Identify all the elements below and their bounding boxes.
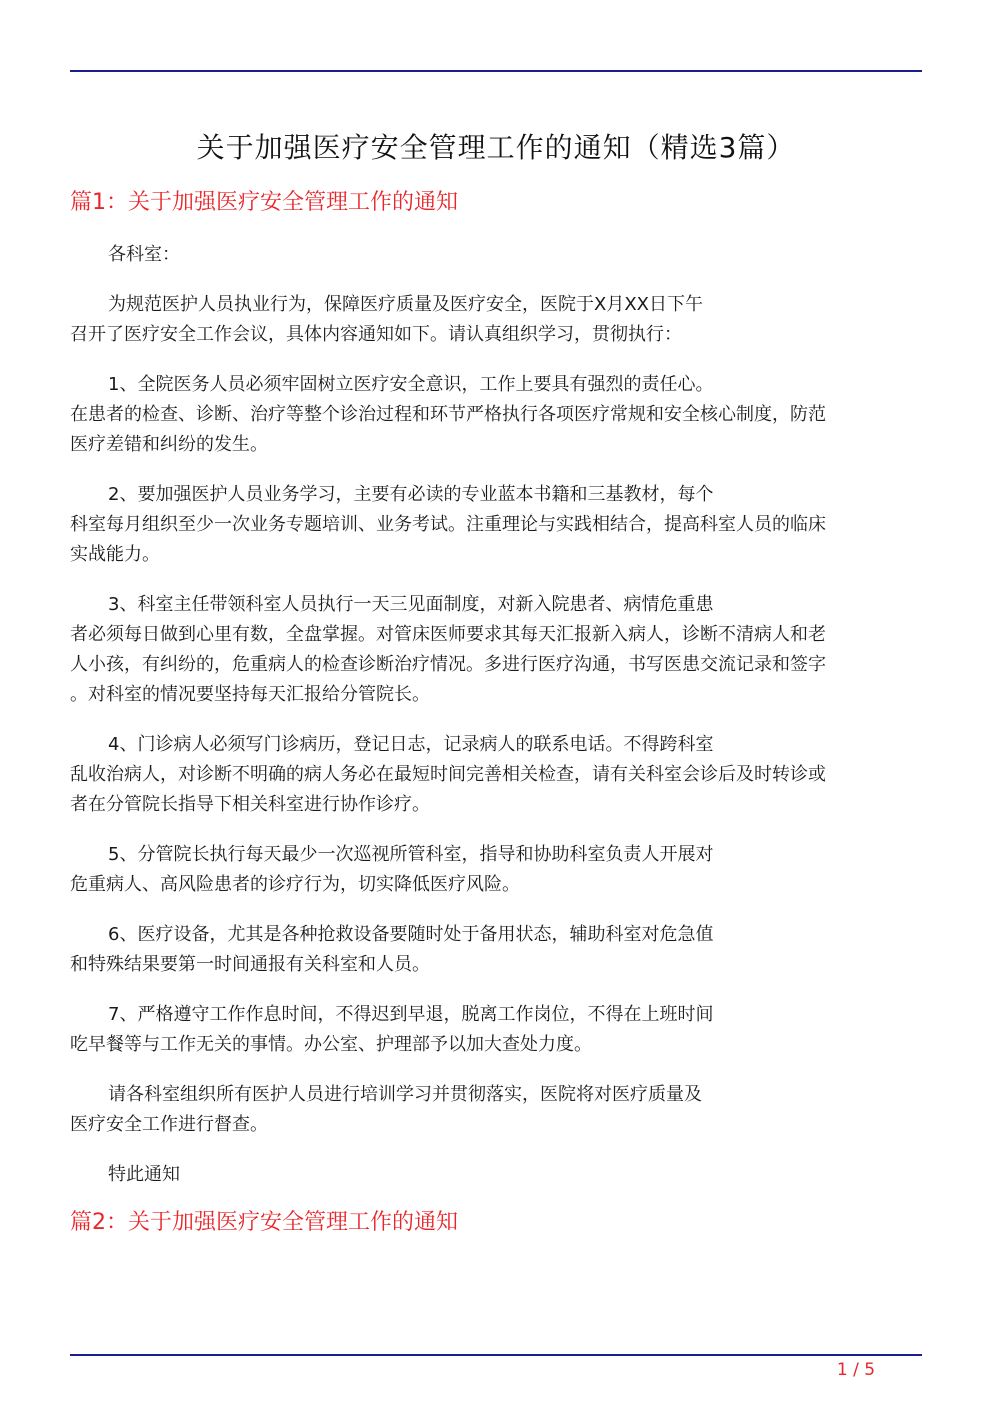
paragraph-line: 在患者的检查、诊断、治疗等整个诊治过程和环节严格执行各项医疗常规和安全核心制度，防范 [70, 404, 826, 425]
paragraph-item-5 [70, 840, 912, 900]
header-rule [70, 70, 922, 72]
paragraph-item-2 [70, 480, 912, 570]
paragraph-line: 。对科室的情况要坚持每天汇报给分管院长。 [70, 684, 430, 705]
paragraph-closing [70, 1080, 912, 1140]
paragraph-line: 者必须每日做到心里有数，全盘掌握。对管床医师要求其每天汇报新入病人，诊断不清病人和老 [70, 624, 826, 645]
paragraph-line: 召开了医疗安全工作会议，具体内容通知如下。请认真组织学习，贯彻执行： [70, 324, 682, 345]
paragraph-line: 7、严格遵守工作作息时间，不得迟到早退，脱离工作岗位，不得在上班时间 [108, 1004, 714, 1025]
paragraph-line: 医疗差错和纠纷的发生。 [70, 434, 268, 455]
paragraph-line: 为规范医护人员执业行为，保障医疗质量及医疗安全，医院于X月XX日下午 [108, 294, 703, 315]
paragraph-line: 吃早餐等与工作无关的事情。办公室、护理部予以加大查处力度。 [70, 1034, 592, 1055]
paragraph-item-4 [70, 730, 912, 820]
paragraph-item-6 [70, 920, 912, 980]
page-number: 1 / 5 [836, 1360, 876, 1380]
section-1-body [70, 240, 912, 1210]
paragraph-line: 3、科室主任带领科室人员执行一天三见面制度，对新入院患者、病情危重患 [108, 594, 714, 615]
section-1-heading: 篇1：关于加强医疗安全管理工作的通知 [70, 190, 458, 215]
paragraph-line: 乱收治病人，对诊断不明确的病人务必在最短时间完善相关检查，请有关科室会诊后及时转诊或 [70, 764, 826, 785]
paragraph-line: 者在分管院长指导下相关科室进行协作诊疗。 [70, 794, 430, 815]
paragraph-line: 人小孩，有纠纷的，危重病人的检查诊断治疗情况。多进行医疗沟通，书写医患交流记录和签字 [70, 654, 826, 675]
document-title: 关于加强医疗安全管理工作的通知（精选3篇） [196, 131, 796, 164]
paragraph-line: 5、分管院长执行每天最少一次巡视所管科室，指导和协助科室负责人开展对 [108, 844, 714, 865]
paragraph-salutation [70, 240, 912, 270]
paragraph-line: 实战能力。 [70, 544, 160, 565]
paragraph-intro [70, 290, 912, 350]
paragraph-line: 4、门诊病人必须写门诊病历，登记日志，记录病人的联系电话。不得跨科室 [108, 734, 714, 755]
paragraph-item-1 [70, 370, 912, 460]
paragraph-line: 各科室： [108, 244, 180, 265]
paragraph-signoff [70, 1160, 912, 1190]
paragraph-line: 请各科室组织所有医护人员进行培训学习并贯彻落实，医院将对医疗质量及 [108, 1084, 702, 1105]
paragraph-line: 危重病人、高风险患者的诊疗行为，切实降低医疗风险。 [70, 874, 520, 895]
footer-rule [70, 1354, 922, 1356]
paragraph-line: 医疗安全工作进行督查。 [70, 1114, 268, 1135]
paragraph-item-7 [70, 1000, 912, 1060]
paragraph-line: 科室每月组织至少一次业务专题培训、业务考试。注重理论与实践相结合，提高科室人员的临床 [70, 514, 826, 535]
paragraph-line: 1、全院医务人员必须牢固树立医疗安全意识，工作上要具有强烈的责任心。 [108, 374, 714, 395]
paragraph-line: 和特殊结果要第一时间通报有关科室和人员。 [70, 954, 430, 975]
section-2-heading: 篇2：关于加强医疗安全管理工作的通知 [70, 1210, 458, 1235]
paragraph-line: 特此通知 [108, 1164, 180, 1185]
paragraph-line: 6、医疗设备，尤其是各种抢救设备要随时处于备用状态，辅助科室对危急值 [108, 924, 714, 945]
paragraph-line: 2、要加强医护人员业务学习，主要有必读的专业蓝本书籍和三基教材，每个 [108, 484, 714, 505]
paragraph-item-3 [70, 590, 912, 710]
